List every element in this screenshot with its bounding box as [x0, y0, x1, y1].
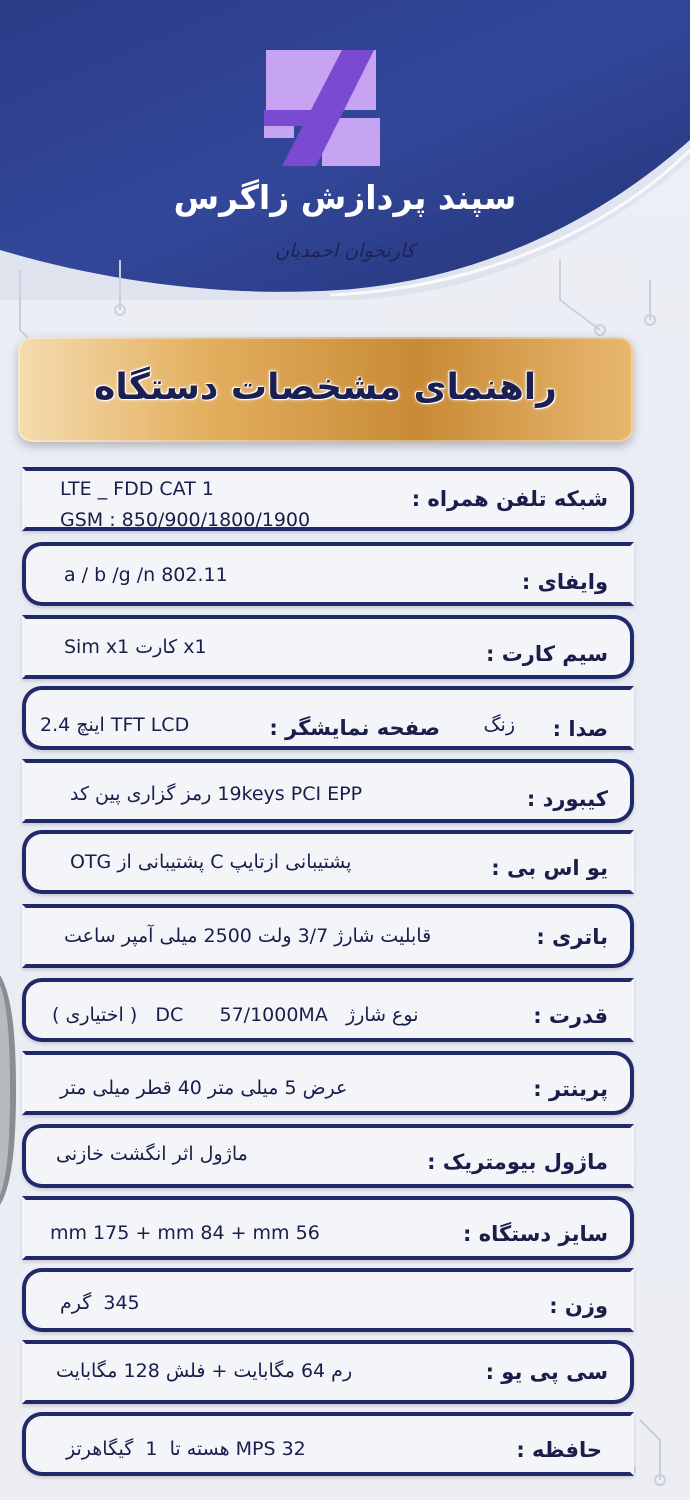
spec-label-sim: سیم کارت :	[485, 642, 608, 666]
spec-label-network: شبکه تلفن همراه :	[411, 487, 608, 511]
spec-value-usb: پشتیبانی ازتایپ C پشتیبانی از OTG	[70, 851, 352, 873]
spec-value-memory: MPS 32 هسته تا 1 گیگاهرتز	[66, 1438, 306, 1460]
spec-value-cpu: رم 64 مگابایت + فلش 128 مگابایت	[56, 1360, 353, 1382]
spec-label-weight: وزن :	[549, 1294, 608, 1318]
spec-value-sound: زنگ	[483, 714, 515, 736]
spec-value-size: mm 175 + mm 84 + mm 56	[50, 1222, 320, 1244]
spec-label-memory: حافظه :	[516, 1438, 602, 1462]
spec-label-wifi: وایفای :	[521, 570, 608, 594]
spec-label-size: سایز دستگاه :	[462, 1222, 608, 1246]
logo-icon	[262, 48, 384, 170]
spec-label-battery: باتری :	[536, 925, 608, 949]
spec-label-cpu: سی پی یو :	[485, 1360, 608, 1384]
spec-label-printer: پرینتر :	[533, 1077, 608, 1101]
brand-name: سپند پردازش زاگرس	[173, 178, 517, 217]
spec-value-biometric: ماژول اثر انگشت خازنی	[56, 1143, 248, 1165]
section-title: راهنمای مشخصات دستگاه	[94, 367, 557, 408]
section-banner	[18, 337, 633, 442]
spec-value-printer: عرض 5 میلی متر 40 قطر میلی متر	[60, 1077, 348, 1099]
spec-value-keyboard: 19keys PCI EPP رمز گزاری پین کد	[70, 783, 363, 805]
spec-label-display: صفحه نمایشگر :	[269, 716, 440, 740]
spec-value-sim: x1 کارت Sim x1	[64, 636, 207, 658]
spec-label-sound: صدا :	[552, 717, 608, 741]
spec-value-network-lte: LTE _ FDD CAT 1	[60, 478, 214, 500]
device-image	[0, 975, 20, 1205]
spec-value-network-gsm: GSM : 850/900/1800/1900	[60, 509, 311, 531]
spec-label-usb: یو اس بی :	[491, 856, 608, 880]
spec-value-display: TFT LCD اینچ 2.4	[40, 714, 190, 736]
brand-subtitle: کارتخوان احمدیان	[275, 240, 415, 262]
spec-value-wifi: a / b /g /n 802.11	[64, 564, 228, 586]
spec-label-keyboard: کیبورد :	[526, 787, 608, 811]
spec-value-power: نوع شارژ DC 57/1000MA ( اختیاری )	[52, 1004, 419, 1026]
spec-value-battery: قابلیت شارژ 3/7 ولت 2500 میلی آمپر ساعت	[64, 925, 432, 947]
spec-label-biometric: ماژول بیومتریک :	[427, 1150, 608, 1174]
spec-label-power: قدرت :	[533, 1004, 608, 1028]
spec-value-weight: 345 گرم	[60, 1292, 140, 1314]
